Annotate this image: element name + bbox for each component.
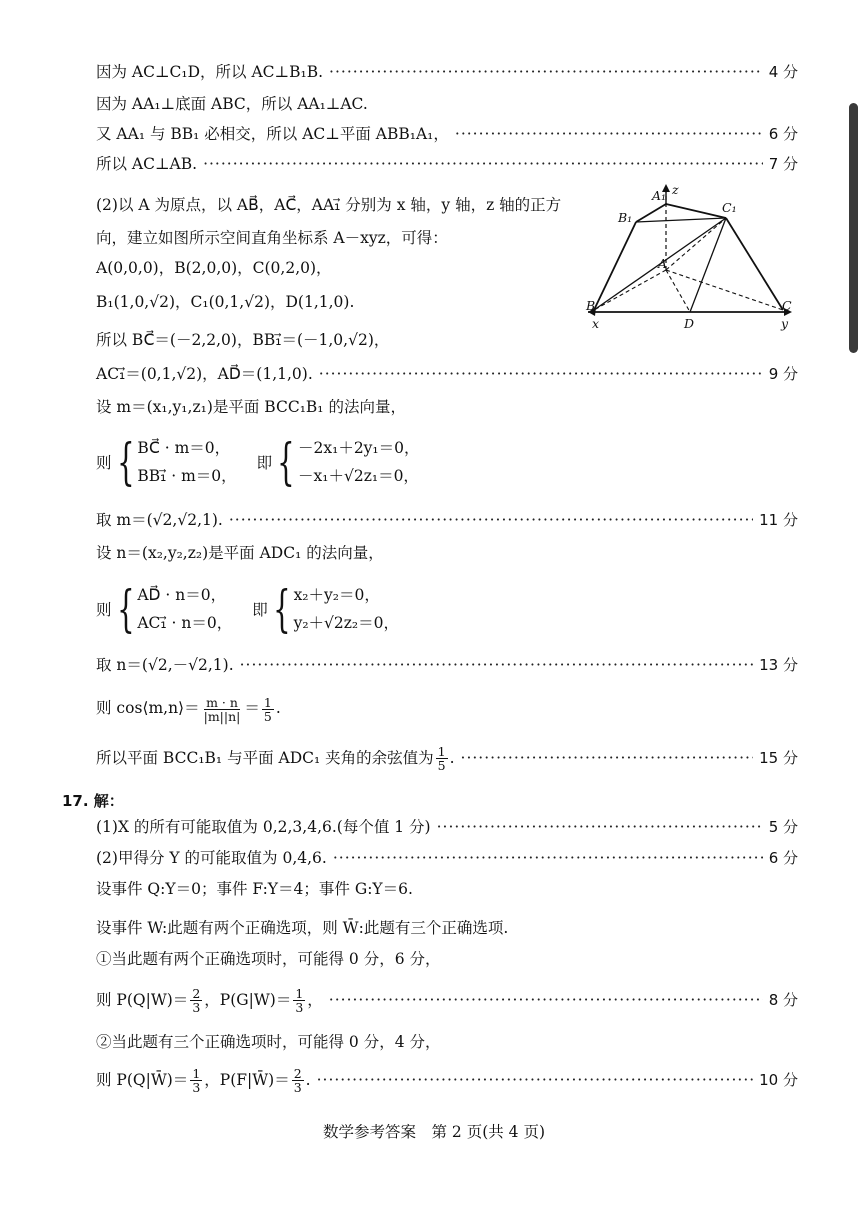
dot-leader [333, 846, 763, 870]
solution-line: 又 AA₁ 与 BB₁ 必相交，所以 AC⊥平面 ABB₁A₁， ····· 6 分 [96, 122, 798, 146]
solution-line: B₁(1,0,√2)，C₁(0,1,√2)，D(1,1,0). [96, 293, 355, 311]
dot-leader [319, 362, 763, 386]
question-heading: 17. 解： [62, 792, 124, 810]
cosine-formula: 则 cos⟨m,n⟩＝ $\frac{m \cdot n}{|m||n|}$ ＝ $\frac{1}{5}$ . [96, 694, 281, 724]
score-label: 9 分 [768, 365, 798, 383]
left-brace: { [116, 580, 135, 638]
left-brace: { [272, 580, 291, 638]
fraction: $\frac{1}{3}$ [192, 1065, 201, 1095]
label-B: B [586, 298, 596, 313]
solution-line: 设事件 W:此题有两个正确选项，则 W̄:此题有三个正确选项. [96, 919, 509, 937]
probability-line: 则 P(Q|W)＝ $\frac{2}{3}$ ，P(G|W)＝ $\frac{1}{3}$ ， ····· 8 分 [96, 982, 798, 1018]
dot-leader [240, 653, 754, 677]
solution-line: 取 m＝(√2,√2,1). ····· 11 分 [96, 508, 798, 532]
equation-system-n: 则 { AD⃗ · n＝0， AC₁⃗ · n＝0， 即 { x₂＋y₂＝0， y₂＋√2z₂＝0， [96, 580, 400, 638]
fraction: $\frac{2}{3}$ [192, 985, 201, 1015]
solution-line: 因为 AA₁⊥底面 ABC，所以 AA₁⊥AC. [96, 95, 368, 113]
label-C: C [782, 298, 792, 313]
dot-leader [329, 982, 763, 1018]
solution-line: (2)甲得分 Y 的可能取值为 0,4,6. ····· 6 分 [96, 846, 798, 870]
score-label: 13 分 [759, 656, 798, 674]
left-brace: { [116, 433, 135, 491]
score-label: 4 分 [768, 63, 798, 81]
score-label: 6 分 [768, 125, 798, 143]
solution-line: 设 m＝(x₁,y₁,z₁)是平面 BCC₁B₁ 的法向量， [96, 398, 406, 416]
solution-line: ①当此题有两个正确选项时，可能得 0 分，6 分， [96, 950, 441, 968]
dot-leader [461, 742, 754, 774]
solution-line: (1)X 的所有可能取值为 0,2,3,4,6.(每个值 1 分) ····· 5 分 [96, 815, 798, 839]
score-label: 6 分 [768, 849, 798, 867]
left-brace: { [277, 433, 295, 491]
solution-line: 设事件 Q:Y＝0；事件 F:Y＝4；事件 G:Y＝6. [96, 880, 413, 898]
fraction: $\frac{1}{5}$ [437, 743, 446, 773]
solution-line: 所以 AC⊥AB. ····· 7 分 [96, 152, 798, 176]
solution-line: (2)以 A 为原点，以 AB⃗，AC⃗，AA₁⃗ 分别为 x 轴，y 轴，z 轴的正方 [96, 196, 562, 214]
solution-line: 因为 AC⊥C₁D，所以 AC⊥B₁B. ····· 4 分 [96, 60, 798, 84]
dot-leader [229, 508, 753, 532]
fraction: $\frac{m \cdot n}{|m||n|}$ [203, 694, 241, 724]
label-y: y [781, 316, 789, 331]
probability-line: 则 P(Q|W̄)＝ $\frac{1}{3}$ ，P(F|W̄)＝ $\frac{2}{3}$ . ····· 10 分 [96, 1062, 798, 1098]
score-label: 15 分 [759, 749, 798, 767]
dot-leader [455, 122, 763, 146]
solution-line: ②当此题有三个正确选项时，可能得 0 分，4 分， [96, 1033, 441, 1051]
score-label: 7 分 [768, 155, 798, 173]
solution-line: 设 n＝(x₂,y₂,z₂)是平面 ADC₁ 的法向量， [96, 544, 384, 562]
label-A1: A₁ [652, 188, 667, 203]
score-label: 10 分 [759, 1071, 798, 1089]
vertical-scrollbar[interactable] [849, 103, 858, 353]
label-x: x [592, 316, 600, 331]
fraction: $\frac{1}{5}$ [263, 694, 272, 724]
dot-leader [329, 60, 763, 84]
page-footer: 数学参考答案 第 2 页(共 4 页) [322, 1123, 546, 1141]
dot-leader [317, 1062, 754, 1098]
fraction: $\frac{2}{3}$ [293, 1065, 302, 1095]
label-B1: B₁ [618, 210, 633, 225]
solution-line: 所以 BC⃗＝(－2,2,0)，BB₁⃗＝(－1,0,√2)， [96, 331, 390, 349]
label-D: D [684, 316, 695, 331]
solution-line: AC₁⃗＝(0,1,√2)，AD⃗＝(1,1,0). ····· 9 分 [96, 362, 798, 386]
dot-leader [437, 815, 763, 839]
dot-leader [203, 152, 763, 176]
label-z: z [672, 182, 679, 197]
fraction: $\frac{1}{3}$ [295, 985, 304, 1015]
frustum-figure [578, 182, 828, 332]
solution-line: 向，建立如图所示空间直角坐标系 A－xyz，可得： [96, 229, 448, 247]
score-label: 5 分 [768, 818, 798, 836]
label-A: A [658, 256, 668, 271]
score-label: 11 分 [759, 511, 798, 529]
equation-system-m: 则 { BC⃗ · m＝0， BB₁⃗ · m＝0， 即 { －2x₁＋2y₁＝0， －x₁＋√2z₁＝0， [96, 433, 420, 491]
solution-line: A(0,0,0)，B(2,0,0)，C(0,2,0)， [96, 259, 332, 277]
solution-line: 取 n＝(√2,－√2,1). ····· 13 分 [96, 653, 798, 677]
label-C1: C₁ [722, 200, 737, 215]
score-label: 8 分 [768, 991, 798, 1009]
solution-line: 所以平面 BCC₁B₁ 与平面 ADC₁ 夹角的余弦值为 $\frac{1}{5}$ . ····· 15 分 [96, 742, 798, 774]
